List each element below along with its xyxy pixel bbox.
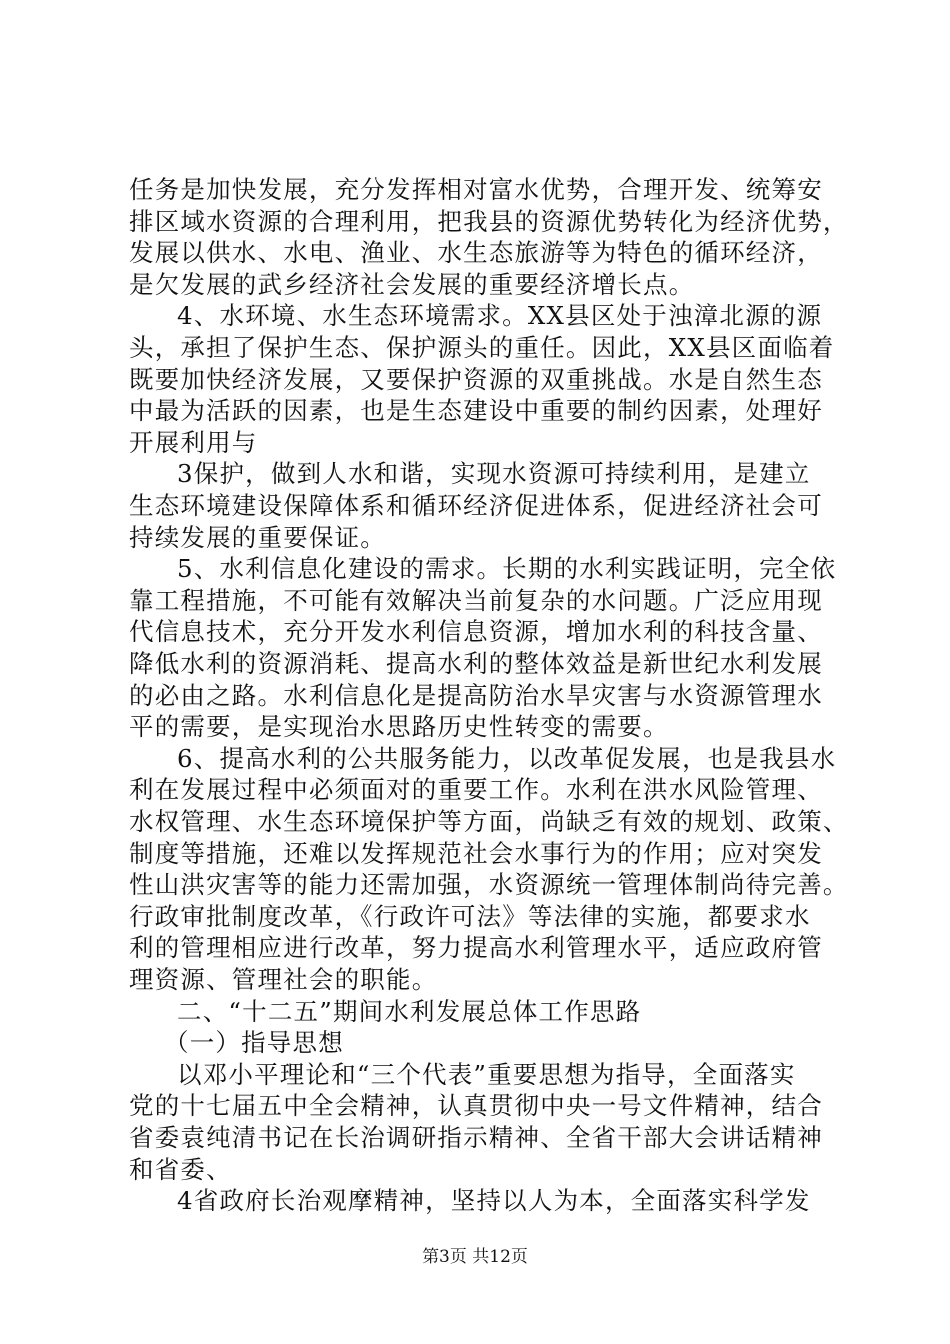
text-line: 开展利用与 [129, 428, 258, 457]
text-line: 行政审批制度改革，《行政许可法》等法律的实施，都要求水 [129, 902, 811, 931]
subsection-heading: （一）指导思想 [164, 1028, 344, 1057]
text-line: 理资源、管理社会的职能。 [129, 965, 438, 994]
paragraph-start-line: 5、水利信息化建设的需求。长期的水利实践证明，完全依 [177, 554, 837, 583]
text-line: 平的需要，是实现治水思路历史性转变的需要。 [129, 712, 669, 741]
text-line: 代信息技术，充分开发水利信息资源，增加水利的科技含量、 [129, 617, 823, 646]
text-line: 省委袁纯清书记在长治调研指示精神、全省干部大会讲话精神 [129, 1123, 823, 1152]
text-line: 既要加快经济发展，又要保护资源的双重挑战。水是自然生态 [129, 365, 823, 394]
text-line: 排区域水资源的合理利用，把我县的资源优势转化为经济优势， [129, 207, 849, 236]
text-line: 是欠发展的武乡经济社会发展的重要经济增长点。 [129, 270, 695, 299]
text-line: 水权管理、水生态环境保护等方面，尚缺乏有效的规划、政策、 [129, 807, 849, 836]
section-heading: 二、“十二五”期间水利发展总体工作思路 [177, 997, 642, 1026]
text-line: 的必由之路。水利信息化是提高防治水旱灾害与水资源管理水 [129, 681, 823, 710]
text-line: 发展以供水、水电、渔业、水生态旅游等为特色的循环经济， [129, 238, 823, 267]
text-line: 和省委、 [129, 1155, 232, 1184]
text-line: 利的管理相应进行改革，努力提高水利管理水平，适应政府管 [129, 933, 823, 962]
paragraph-start-line: 4省政府长治观摩精神，坚持以人为本，全面落实科学发 [177, 1186, 811, 1215]
paragraph-start-line: 3保护，做到人水和谐，实现水资源可持续利用，是建立 [177, 459, 811, 488]
text-line: 降低水利的资源消耗、提高水利的整体效益是新世纪水利发展 [129, 649, 823, 678]
paragraph-start-line: 6、提高水利的公共服务能力，以改革促发展，也是我县水 [177, 744, 837, 773]
text-line: 制度等措施，还难以发挥规范社会水事行为的作用；应对突发 [129, 839, 823, 868]
text-line: 性山洪灾害等的能力还需加强，水资源统一管理体制尚待完善。 [129, 870, 849, 899]
page-footer: 第3页 共12页 [422, 1247, 528, 1267]
text-line: 中最为活跃的因素，也是生态建设中重要的制约因素，处理好 [129, 396, 823, 425]
text-line: 头，承担了保护生态、保护源头的重任。因此，XX县区面临着 [129, 333, 835, 362]
text-line: 党的十七届五中全会精神，认真贯彻中央一号文件精神，结合 [129, 1091, 823, 1120]
paragraph-start-line: 4、水环境、水生态环境需求。XX县区处于浊漳北源的源 [177, 301, 823, 330]
text-line: 生态环境建设保障体系和循环经济促进体系，促进经济社会可 [129, 491, 823, 520]
text-line: 持续发展的重要保证。 [129, 523, 386, 552]
paragraph-start-line: 以邓小平理论和“三个代表”重要思想为指导，全面落实 [177, 1060, 796, 1089]
text-line: 任务是加快发展，充分发挥相对富水优势，合理开发、统筹安 [129, 175, 823, 204]
text-line: 利在发展过程中必须面对的重要工作。水利在洪水风险管理、 [129, 775, 823, 804]
text-line: 靠工程措施，不可能有效解决当前复杂的水问题。广泛应用现 [129, 586, 823, 615]
